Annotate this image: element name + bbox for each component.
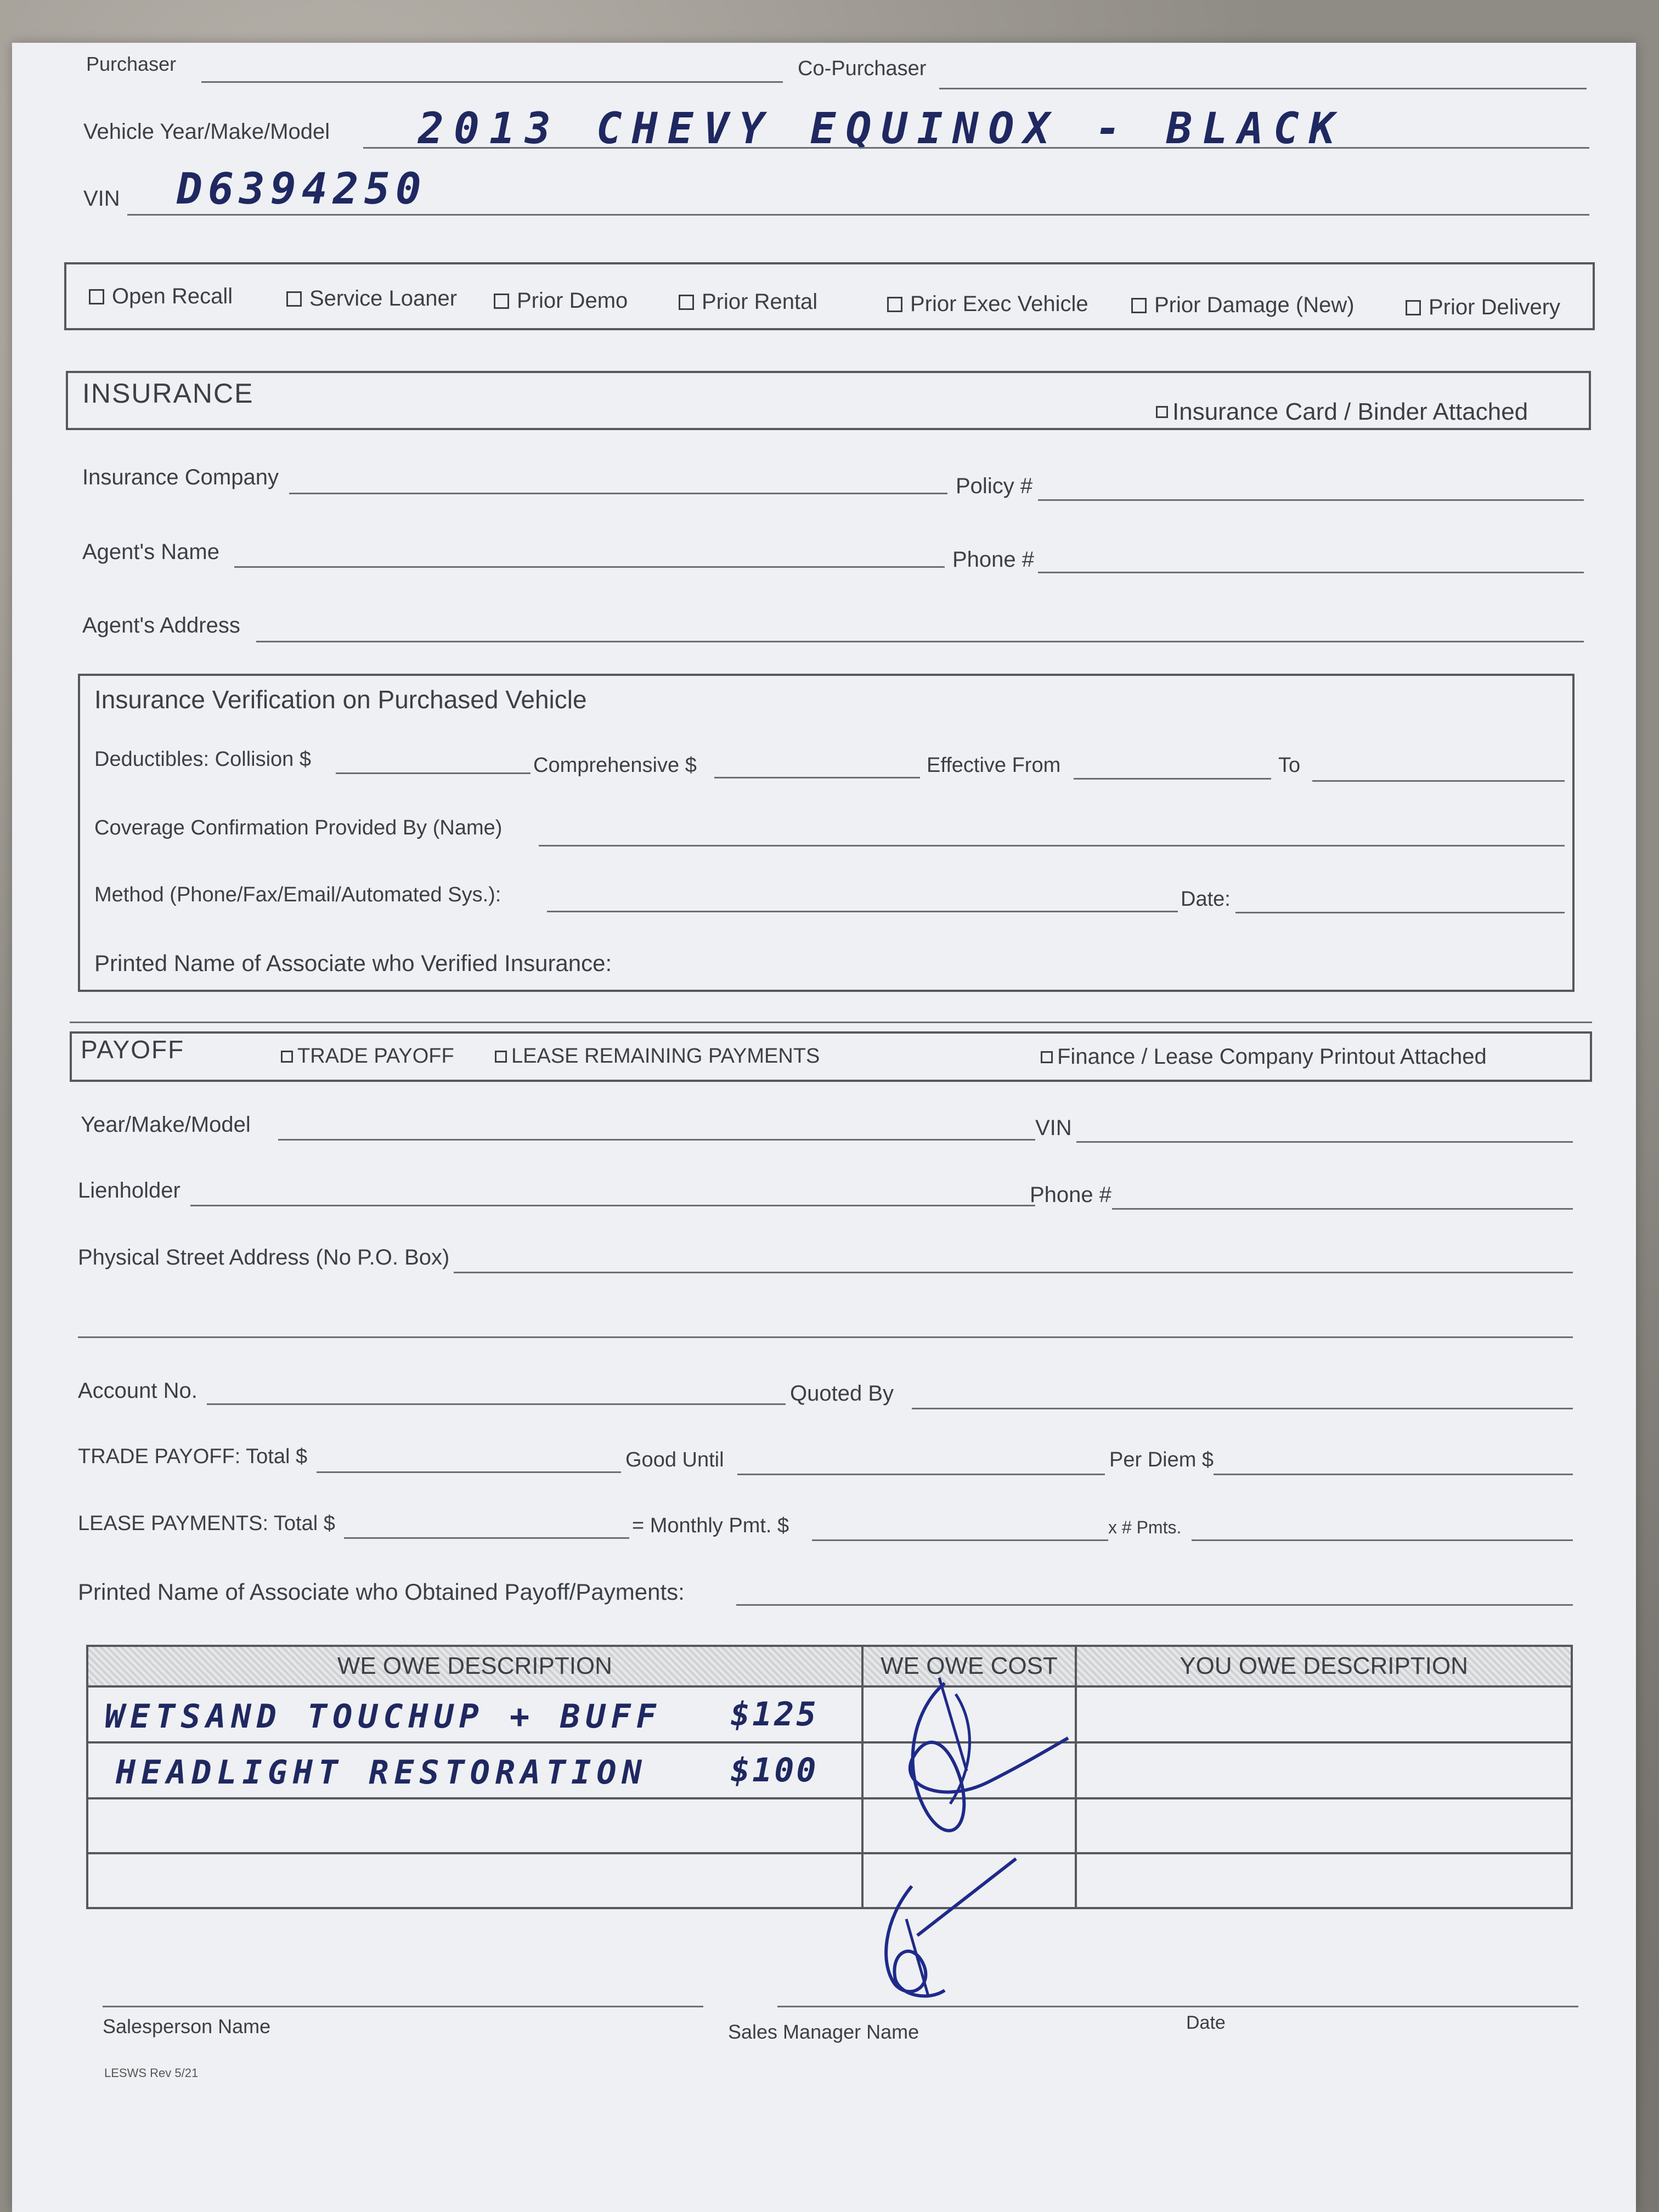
monthly-payment-field[interactable]	[812, 1539, 1108, 1541]
handwritten-amount: $100	[730, 1751, 819, 1790]
salesperson-name-label: Salesperson Name	[103, 2015, 271, 2038]
number-of-payments-field[interactable]	[1192, 1539, 1573, 1541]
manager-signature-line[interactable]	[777, 2006, 1578, 2007]
purchaser-label: Purchaser	[86, 53, 177, 75]
vehicle-handwritten-value: 2013 CHEVY EQUINOX - BLACK	[418, 104, 1345, 154]
checkbox-printout-attached[interactable]	[1041, 1045, 1487, 1069]
checkbox-label: Prior Exec Vehicle	[910, 292, 1088, 316]
insurance-title: INSURANCE	[82, 378, 254, 409]
checkbox-square-icon	[1131, 298, 1147, 313]
checkbox-prior-delivery[interactable]	[1406, 295, 1560, 320]
checkbox-open-recall[interactable]	[89, 284, 233, 309]
checkbox-label: Insurance Card / Binder Attached	[1172, 398, 1528, 425]
deductibles-collision-label: Deductibles: Collision $	[94, 748, 311, 771]
checkbox-square-icon	[1156, 406, 1168, 418]
effective-from-field[interactable]	[1074, 778, 1271, 780]
lienholder-phone-label: Phone #	[1030, 1183, 1112, 1207]
verification-date-label: Date:	[1181, 888, 1231, 911]
table-row	[87, 1853, 1572, 1908]
coverage-confirmation-field[interactable]	[539, 845, 1565, 847]
checkbox-label: Prior Demo	[517, 289, 628, 313]
agent-name-label: Agent's Name	[82, 540, 219, 564]
checkbox-square-icon	[281, 1051, 293, 1063]
number-of-payments-label: x # Pmts.	[1108, 1517, 1182, 1537]
verified-by-label: Printed Name of Associate who Verified Insurance:	[94, 950, 612, 976]
lienholder-phone-field[interactable]	[1112, 1208, 1573, 1210]
account-number-field[interactable]	[207, 1403, 786, 1405]
vehicle-field[interactable]	[363, 147, 1589, 149]
we-owe-table	[86, 1645, 1573, 1909]
effective-to-field[interactable]	[1312, 780, 1565, 782]
checkbox-label: Service Loaner	[309, 286, 458, 311]
comprehensive-field[interactable]	[714, 777, 920, 778]
payoff-ymm-label: Year/Make/Model	[81, 1113, 251, 1137]
you-owe-description-cell[interactable]	[1076, 1742, 1572, 1798]
table-row	[87, 1798, 1572, 1853]
good-until-label: Good Until	[625, 1448, 724, 1471]
policy-label: Policy #	[956, 474, 1033, 498]
policy-field[interactable]	[1038, 499, 1584, 501]
lease-payments-total-label: LEASE PAYMENTS: Total $	[78, 1512, 335, 1535]
table-row	[87, 1686, 1572, 1742]
form-revision: LESWS Rev 5/21	[104, 2066, 199, 2080]
checkbox-label: LEASE REMAINING PAYMENTS	[511, 1045, 820, 1068]
table-row	[87, 1742, 1572, 1798]
payoff-ymm-field[interactable]	[278, 1139, 1035, 1141]
lienholder-field[interactable]	[190, 1205, 1035, 1206]
we-owe-description-cell[interactable]	[87, 1798, 862, 1853]
we-owe-cost-header: WE OWE COST	[862, 1646, 1076, 1686]
payoff-title: PAYOFF	[81, 1035, 185, 1064]
physical-address-label: Physical Street Address (No P.O. Box)	[78, 1245, 450, 1269]
we-owe-description-cell[interactable]	[87, 1686, 862, 1742]
table-header-row	[87, 1646, 1572, 1686]
payoff-obtained-by-label: Printed Name of Associate who Obtained Payoff/Payments:	[78, 1579, 685, 1605]
physical-address-field[interactable]	[454, 1272, 1573, 1273]
checkbox-label: Prior Rental	[702, 290, 818, 314]
checkbox-lease-remaining[interactable]	[495, 1045, 820, 1068]
effective-from-label: Effective From	[927, 754, 1061, 777]
per-diem-label: Per Diem $	[1109, 1448, 1214, 1471]
checkbox-square-icon	[286, 291, 302, 307]
vehicle-label: Vehicle Year/Make/Model	[83, 120, 330, 144]
sales-manager-name-label: Sales Manager Name	[728, 2021, 919, 2043]
salesperson-signature-line[interactable]	[103, 2006, 703, 2007]
checkbox-prior-demo[interactable]	[494, 289, 628, 313]
checkbox-insurance-card-attached[interactable]	[1156, 398, 1528, 426]
copurchaser-field[interactable]	[939, 88, 1587, 89]
account-number-label: Account No.	[78, 1379, 198, 1403]
checkbox-square-icon	[89, 289, 104, 304]
you-owe-description-cell[interactable]	[1076, 1686, 1572, 1742]
checkbox-service-loaner[interactable]	[286, 286, 457, 311]
monthly-payment-label: = Monthly Pmt. $	[632, 1514, 789, 1537]
manager-initials-signature	[879, 1661, 1087, 1881]
quoted-by-label: Quoted By	[790, 1381, 894, 1406]
checkbox-square-icon	[1406, 300, 1421, 315]
lease-payments-total-field[interactable]	[344, 1537, 629, 1539]
checkbox-trade-payoff[interactable]	[281, 1045, 454, 1068]
agent-address-field[interactable]	[256, 641, 1584, 642]
handwritten-description: HEADLIGHT RESTORATION	[116, 1753, 647, 1792]
vin-handwritten-value: D6394250	[177, 165, 427, 214]
agent-phone-field[interactable]	[1038, 572, 1584, 573]
good-until-field[interactable]	[737, 1474, 1105, 1475]
collision-deductible-field[interactable]	[336, 772, 531, 774]
vin-label: VIN	[83, 187, 120, 211]
physical-address-field-line2[interactable]	[78, 1336, 1573, 1338]
payoff-divider	[70, 1022, 1592, 1023]
quoted-by-field[interactable]	[912, 1408, 1573, 1409]
checkbox-label: Prior Delivery	[1429, 295, 1561, 319]
checkbox-square-icon	[1041, 1051, 1053, 1063]
checkbox-square-icon	[494, 294, 509, 309]
lienholder-label: Lienholder	[78, 1178, 180, 1203]
trade-payoff-total-field[interactable]	[317, 1471, 621, 1473]
comprehensive-label: Comprehensive $	[533, 754, 697, 777]
you-owe-description-header: YOU OWE DESCRIPTION	[1076, 1646, 1572, 1686]
trade-payoff-total-label: TRADE PAYOFF: Total $	[78, 1445, 308, 1468]
we-owe-description-cell[interactable]	[87, 1742, 862, 1798]
agent-name-field[interactable]	[234, 566, 945, 568]
method-label: Method (Phone/Fax/Email/Automated Sys.):	[94, 883, 501, 906]
copurchaser-label: Co-Purchaser	[798, 57, 927, 80]
coverage-confirmation-label: Coverage Confirmation Provided By (Name)	[94, 816, 503, 839]
checkbox-prior-exec-vehicle[interactable]	[887, 292, 1088, 317]
we-owe-description-header: WE OWE DESCRIPTION	[87, 1646, 862, 1686]
agent-phone-label: Phone #	[952, 548, 1035, 572]
checkbox-square-icon	[679, 295, 694, 310]
verification-title: Insurance Verification on Purchased Vehicle	[94, 685, 587, 714]
checkbox-label: Prior Damage (New)	[1154, 293, 1355, 317]
checkbox-label: Finance / Lease Company Printout Attached	[1057, 1045, 1487, 1069]
you-owe-description-cell[interactable]	[1076, 1798, 1572, 1853]
agent-address-label: Agent's Address	[82, 613, 240, 637]
you-owe-description-cell[interactable]	[1076, 1853, 1572, 1908]
purchaser-field[interactable]	[201, 81, 783, 83]
method-field[interactable]	[547, 911, 1178, 912]
verification-date-field[interactable]	[1235, 912, 1565, 913]
checkbox-prior-rental[interactable]	[679, 290, 817, 314]
per-diem-field[interactable]	[1214, 1474, 1573, 1475]
vin-field[interactable]	[127, 214, 1589, 216]
date-label: Date	[1186, 2012, 1226, 2033]
checkbox-square-icon	[887, 297, 902, 312]
checkbox-label: TRADE PAYOFF	[297, 1045, 454, 1068]
checkbox-prior-damage[interactable]	[1131, 293, 1355, 318]
payoff-vin-field[interactable]	[1076, 1141, 1573, 1143]
checkbox-label: Open Recall	[112, 284, 233, 308]
effective-to-label: To	[1278, 754, 1301, 777]
payoff-vin-label: VIN	[1035, 1116, 1072, 1140]
insurance-company-field[interactable]	[289, 493, 947, 494]
handwritten-description: WETSAND TOUCHUP + BUFF	[105, 1697, 662, 1736]
payoff-obtained-by-field[interactable]	[736, 1604, 1573, 1606]
handwritten-amount: $125	[730, 1695, 819, 1734]
we-owe-description-cell[interactable]	[87, 1853, 862, 1908]
paper-form	[12, 43, 1636, 2212]
insurance-company-label: Insurance Company	[82, 465, 279, 489]
checkbox-square-icon	[495, 1051, 507, 1063]
